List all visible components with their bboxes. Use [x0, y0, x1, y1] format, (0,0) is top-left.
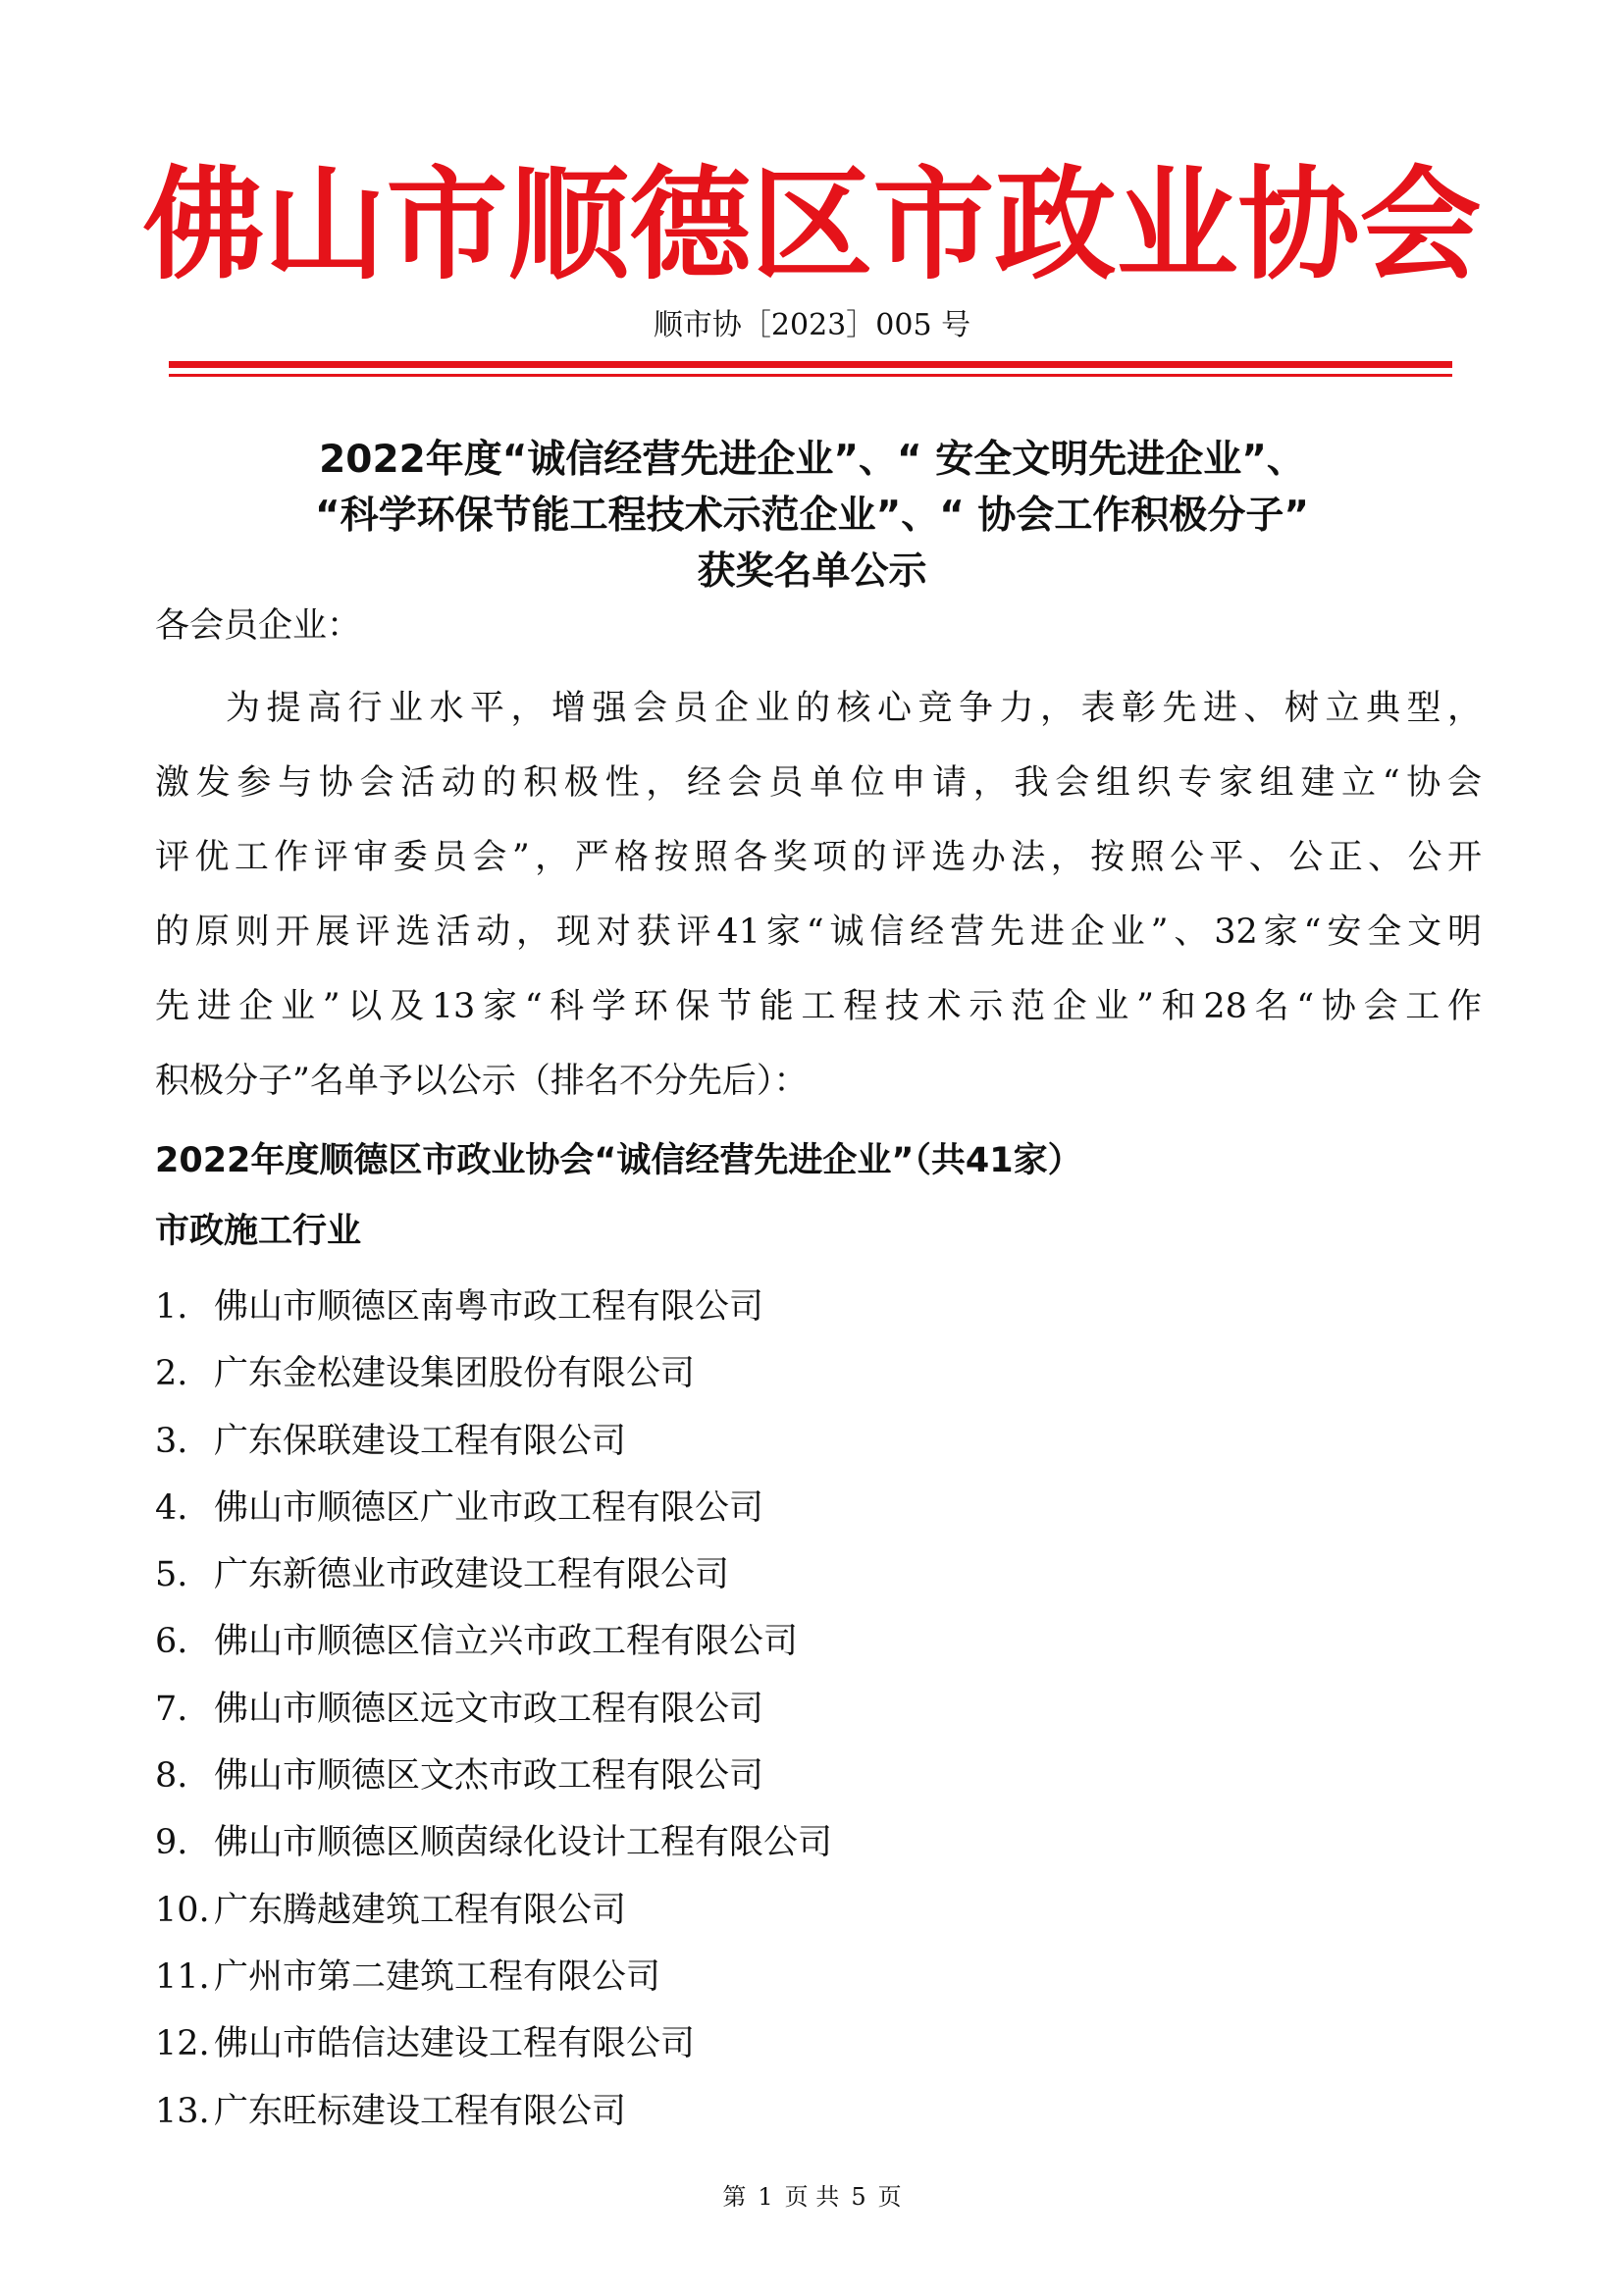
- list-item: [155, 1676, 832, 1743]
- list-number: 4.: [155, 1487, 188, 1528]
- document-title: [157, 432, 1467, 600]
- list-number: 5.: [155, 1555, 188, 1595]
- header-rule-thick: [169, 361, 1452, 368]
- company-name: 佛山市顺德区信立兴市政工程有限公司: [214, 1622, 799, 1662]
- list-number: 2.: [155, 1354, 188, 1394]
- list-number: 11.: [155, 1956, 210, 1997]
- page-label-prefix: 第: [722, 2183, 747, 2211]
- page-total: 5: [851, 2183, 866, 2211]
- company-name: 佛山市顺德区远文市政工程有限公司: [214, 1689, 764, 1729]
- company-name: 广东新德业市政建设工程有限公司: [214, 1555, 730, 1595]
- body-paragraph: [155, 671, 1482, 1119]
- list-item: [155, 2010, 832, 2077]
- list-item: [155, 1809, 832, 1876]
- title-line: 2022年度“诚信经营先进企业”、“ 安全文明先进企业”、: [319, 438, 1305, 482]
- company-name: 佛山市顺德区广业市政工程有限公司: [214, 1487, 764, 1528]
- title-line: “科学环保节能工程技术示范企业”、“ 协会工作积极分子”: [314, 494, 1310, 538]
- company-name: 佛山市顺德区南粤市政工程有限公司: [214, 1287, 764, 1327]
- body-line: 先进企业”以及13家“科学环保节能工程技术示范企业”和28名“协会工作: [155, 987, 1482, 1026]
- list-item: [155, 2078, 832, 2145]
- header-rule-thin: [169, 374, 1452, 377]
- company-name: 广东保联建设工程有限公司: [214, 1421, 627, 1461]
- page-current: 1: [758, 2183, 773, 2211]
- page-label-mid: 页 共: [784, 2183, 840, 2211]
- list-item: [155, 1877, 832, 1944]
- body-line: 评优工作评审委员会”，严格按照各奖项的评选办法，按照公平、公正、公开: [155, 838, 1482, 877]
- section-heading: 2022年度顺德区市政业协会“诚信经营先进企业”（共41家）: [155, 1141, 1082, 1180]
- salutation: 各会员企业：: [155, 606, 362, 646]
- body-line: 的原则开展评选活动，现对获评41家“诚信经营先进企业”、32家“安全文明: [155, 913, 1482, 952]
- page-label-suffix: 页: [877, 2183, 902, 2211]
- list-item: [155, 1340, 832, 1407]
- body-line: 为提高行业水平，增强会员企业的核心竞争力，表彰先进、树立典型，: [226, 689, 1482, 728]
- body-line: 积极分子”名单予以公示（排名不分先后）：: [155, 1062, 809, 1101]
- list-item: [155, 1944, 832, 2010]
- list-number: 6.: [155, 1622, 188, 1662]
- list-number: 10.: [155, 1890, 210, 1930]
- company-name: 广东旺标建设工程有限公司: [214, 2091, 627, 2131]
- list-item: [155, 1408, 832, 1475]
- list-number: 9.: [155, 1823, 188, 1863]
- page-footer: [0, 2182, 1624, 2212]
- company-list: [155, 1274, 832, 2145]
- list-number: 12.: [155, 2024, 210, 2064]
- list-number: 7.: [155, 1689, 188, 1729]
- document-number: 顺市协［2023］005 号: [653, 308, 971, 342]
- company-name: 佛山市皓信达建设工程有限公司: [214, 2024, 696, 2064]
- list-number: 8.: [155, 1756, 188, 1797]
- list-item: [155, 1475, 832, 1541]
- list-item: [155, 1608, 832, 1675]
- company-name: 广东金松建设集团股份有限公司: [214, 1354, 696, 1394]
- list-number: 3.: [155, 1421, 188, 1461]
- company-name: 广州市第二建筑工程有限公司: [214, 1956, 661, 1997]
- title-line: 获奖名单公示: [697, 549, 927, 594]
- company-name: 广东腾越建筑工程有限公司: [214, 1890, 627, 1930]
- list-item: [155, 1743, 832, 1809]
- list-number: 1.: [155, 1287, 188, 1327]
- list-item: [155, 1541, 832, 1608]
- organization-name: 佛山市顺德区市政业协会: [142, 155, 1482, 296]
- company-name: 佛山市顺德区文杰市政工程有限公司: [214, 1756, 764, 1797]
- category-heading: 市政施工行业: [155, 1212, 362, 1251]
- company-name: 佛山市顺德区顺茵绿化设计工程有限公司: [214, 1823, 833, 1863]
- list-number: 13.: [155, 2091, 210, 2131]
- body-line: 激发参与协会活动的积极性，经会员单位申请，我会组织专家组建立“协会: [155, 763, 1482, 803]
- list-item: [155, 1274, 832, 1340]
